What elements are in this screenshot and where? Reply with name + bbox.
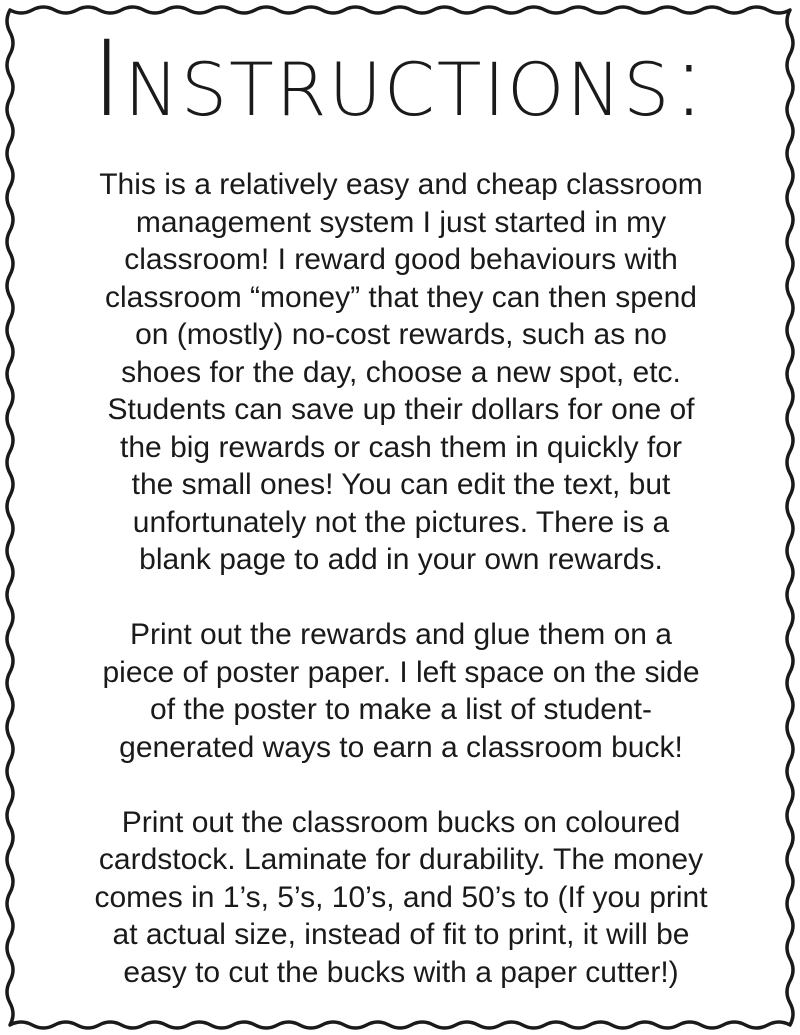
page-title: Instructions: (91, 18, 709, 140)
text-line: on (mostly) no-cost rewards, such as no (135, 318, 667, 351)
text-line: piece of poster paper. I left space on the side (102, 655, 700, 689)
text-line: management system I just started in my (135, 205, 667, 239)
paragraph-bucks (36, 804, 766, 992)
text-line: cardstock. Laminate for durability. The money (98, 843, 704, 876)
text-line: shoes for the day, choose a new spot, etc. (121, 355, 681, 389)
text-line: classroom “money” that they can then spend (105, 280, 697, 314)
text-line: of the poster to make a list of student- (150, 693, 652, 726)
paragraph-rewards (36, 616, 766, 766)
text-line: This is a relatively easy and cheap classroom (99, 168, 703, 201)
text-line: the big rewards or cash them in quickly for (120, 430, 682, 464)
text-line: Print out the rewards and glue them on a (130, 618, 672, 651)
text-line: unfortunately not the pictures. There is a (132, 505, 670, 539)
text-line: at actual size, instead of fit to print, it will be (112, 918, 690, 951)
instructions-body (36, 166, 766, 1029)
text-line: comes in 1’s, 5’s, 10’s, and 50’s to (If you print (94, 880, 708, 914)
paragraph-intro (36, 166, 766, 579)
text-line: easy to cut the bucks with a paper cutter!) (123, 955, 679, 989)
text-line: Students can save up their dollars for one of (107, 393, 695, 426)
text-line: Print out the classroom bucks on coloured (121, 805, 681, 839)
text-line: generated ways to earn a classroom buck! (119, 730, 683, 764)
text-line: classroom! I reward good behaviours with (124, 243, 678, 276)
text-line: blank page to add in your own rewards. (139, 543, 663, 576)
text-line: the small ones! You can edit the text, but (131, 468, 671, 501)
